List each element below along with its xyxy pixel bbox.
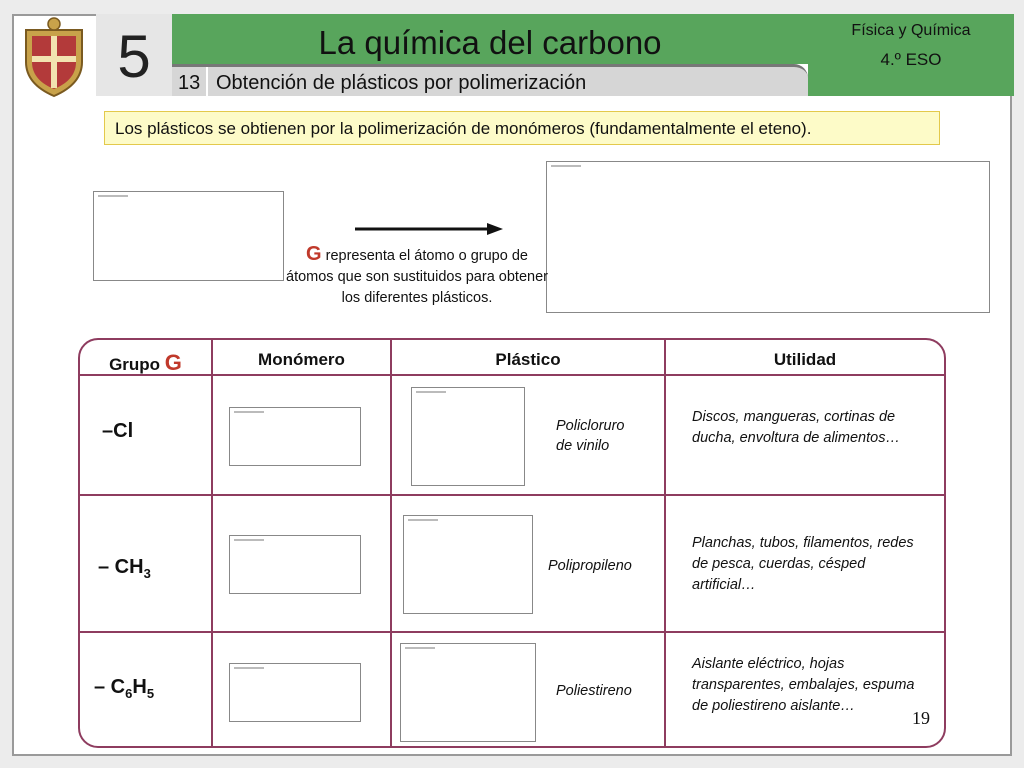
unit-number: 5	[117, 23, 151, 90]
group-formula-part: – C	[94, 676, 126, 698]
plastic-name-line: Policloruro	[556, 418, 625, 434]
utility-text: Aislante eléctrico, hojas transparentes, embalajes, espuma de poliestireno aislante…	[692, 656, 915, 714]
section-number: 13	[178, 72, 201, 94]
plastic-image	[400, 643, 536, 742]
note-g-letter: G	[306, 243, 322, 265]
g-group-note	[284, 244, 550, 309]
polymer-chain-image	[546, 161, 990, 313]
plastic-image	[411, 387, 525, 486]
ethene-monomer-image	[93, 191, 284, 281]
monomer-image	[229, 535, 361, 594]
table-divider	[80, 631, 944, 633]
group-c6h5	[94, 676, 154, 701]
plastic-name-line: de vinilo	[556, 438, 610, 454]
plastic-name	[556, 416, 625, 456]
group-subscript: 3	[143, 566, 151, 581]
utility-text: Planchas, tubos, filamentos, redes de pesca, cuerdas, césped artificial…	[692, 535, 914, 593]
table-divider	[80, 494, 944, 496]
table-divider	[211, 340, 213, 746]
course-tag	[808, 14, 1014, 96]
grade-label: 4.º ESO	[880, 50, 942, 69]
header-plastic: Plástico	[495, 350, 561, 369]
reaction-arrow-icon	[355, 222, 503, 236]
page-title: La química del carbono	[318, 24, 662, 61]
title-bar	[172, 14, 808, 64]
note-text: representa el átomo o grupo de átomos que son sustituidos para obtener los diferentes plásticos.	[286, 248, 548, 306]
header-utility: Utilidad	[773, 350, 837, 369]
section-bar	[172, 64, 808, 96]
group-cl: –Cl	[102, 420, 134, 442]
header-group-label: Grupo	[109, 355, 165, 374]
table-divider	[664, 340, 666, 746]
subject-label: Física y Química	[851, 22, 971, 39]
monomer-image	[229, 663, 361, 722]
section-divider	[206, 67, 208, 96]
group-formula-part: H	[132, 676, 147, 698]
header-monomer: Monómero	[258, 350, 345, 369]
header-group-g: G	[164, 350, 182, 375]
group-subscript: 5	[146, 686, 155, 701]
group-formula-part: – CH	[98, 556, 144, 578]
plastic-image	[403, 515, 533, 614]
page-number: 19	[912, 708, 930, 728]
school-crest-logo	[20, 16, 88, 98]
section-title: Obtención de plásticos por polimerización	[216, 72, 587, 94]
header-group	[80, 350, 211, 376]
monomer-image	[229, 407, 361, 466]
table-divider	[390, 340, 392, 746]
unit-number-box	[96, 14, 175, 96]
group-subscript: 6	[125, 686, 133, 701]
group-ch3	[98, 556, 151, 581]
utility-text: Discos, mangueras, cortinas de ducha, envoltura de alimentos…	[692, 409, 900, 446]
intro-text: Los plásticos se obtienen por la polimerización de monómeros (fundamentalmente el eteno).	[104, 111, 940, 145]
plastic-name: Poliestireno	[556, 683, 632, 699]
plastic-name: Polipropileno	[548, 558, 632, 574]
